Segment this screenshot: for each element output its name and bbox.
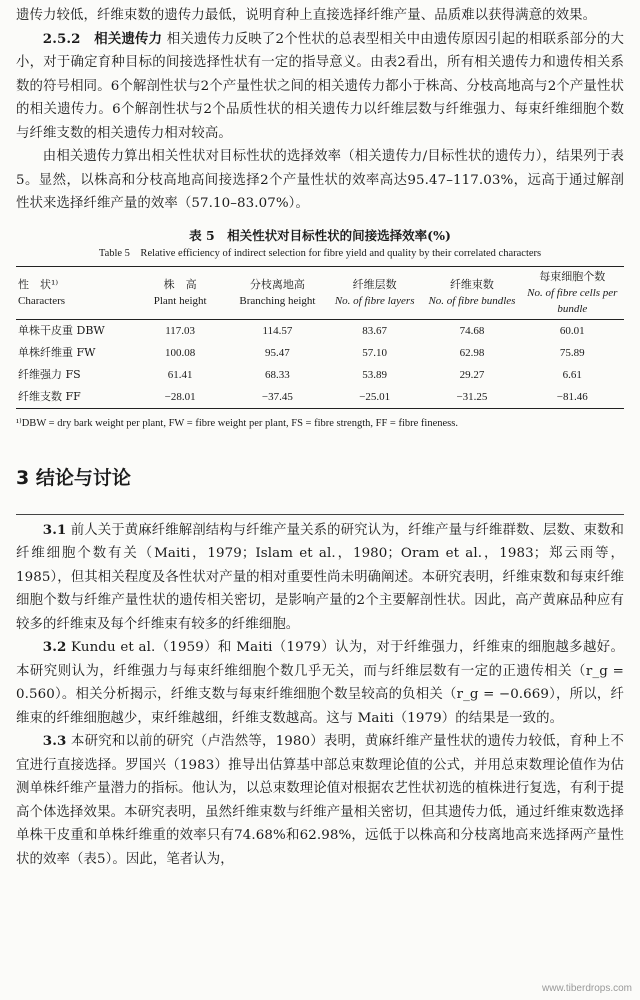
section-3-title: 3 结论与讨论	[16, 466, 131, 489]
paragraph-3-3	[16, 730, 624, 871]
section-2-5-2-heading: 2.5.2 相关遗传力	[42, 30, 163, 47]
paragraph-3-2	[16, 636, 624, 730]
table-cell: −28.01	[164, 390, 196, 403]
table-cell: −31.25	[456, 390, 488, 403]
section-2-5-2-paragraph-2: 由相关遗传力算出相关性状对目标性状的选择效率（相关遗传力/目标性状的遗传力），结果列于表5。显然，以株高和分枝高地高间接选择2个产量性状的效率高达95.47–117.03%，远高于通过解剖性状来选择纤维产量的效率（57.10–83.07%）。	[16, 149, 624, 211]
paragraph-3-2-text: Kundu et al.（1959）和 Maiti（1979）认为，对于纤维强力，纤维束的细胞越多越好。本研究则认为，纤维强力与每束纤维细胞个数几乎无关，而与纤维层数有一定的正遗传相关（r_g = 0.560）。相关分析揭示，纤维支数与每束纤维细胞个数呈较高的负相关（r_g = −0.669），所以，纤维束的纤维细胞越少，束纤维越细，纤维支数越高。这与 Maiti（1979）的结果是一致的。	[16, 640, 624, 726]
row-label: 单株干皮重 DBW	[18, 323, 105, 337]
table-cell: 74.68	[459, 324, 485, 337]
table-cell: 75.89	[559, 346, 585, 359]
table-cell: 61.41	[167, 368, 193, 381]
row-label: 单株纤维重 FW	[18, 345, 96, 359]
paragraph-3-2-number: 3.2	[42, 639, 67, 655]
table-row	[16, 319, 624, 342]
table-header-row	[16, 266, 624, 319]
top-paragraph: 遗传力较低，纤维束数的遗传力最低，说明育种上直接选择纤维产量、品质难以获得满意的效果。	[16, 8, 597, 23]
table-cell: 68.33	[265, 368, 290, 381]
table-header-fibre-bundles: 纤维束数 No. of fibre bundles	[428, 277, 516, 307]
table-row	[16, 386, 624, 409]
table-cell: −37.45	[261, 390, 293, 403]
table-cell: 53.89	[362, 368, 388, 381]
row-label: 纤维支数 FF	[18, 389, 81, 403]
table-5-caption-cn: 表 5 相关性状对目标性状的间接选择效率(%)	[189, 227, 451, 243]
table-cell: 100.08	[165, 346, 196, 359]
table-5	[16, 266, 624, 409]
table-5-footnote: ¹⁾DBW = dry bark weight per plant, FW = fibre weight per plant, FS = fibre strength, FF = fibre fineness.	[16, 417, 458, 429]
table-cell: −25.01	[359, 390, 391, 403]
table-cell: 57.10	[362, 346, 388, 359]
watermark: www.tiberdrops.com	[541, 983, 632, 994]
table-header-cells-per-bundle: 每束细胞个数 No. of fibre cells per bundle	[527, 269, 618, 315]
table-cell: 6.61	[562, 368, 582, 381]
table-header-characters: 性 状¹⁾ Characters	[18, 277, 66, 307]
table-cell: 60.01	[559, 324, 585, 337]
table-cell: 83.67	[362, 324, 388, 337]
table-cell: 95.47	[265, 346, 290, 359]
table-cell: 29.27	[459, 368, 485, 381]
section-2-5-2-text: 相关遗传力反映了2个性状的总表型相关中由遗传原因引起的相联系部分的大小，对于确定育种目标的间接选择性状有一定的指导意义。由表2看出，所有相关遗传力和遗传相关系数的符号相同。6个解剖性状与2个产量性状之间的相关遗传力都小于株高、分枝高地高与2个产量性状的相关遗传力。6个解剖性状与2个品质性状的相关遗传力以纤维层数与纤维强力、每束纤维细胞个数与纤维支数的相关遗传力相对较高。	[16, 31, 625, 141]
table-header-branching-height: 分枝离地高 Branching height	[239, 277, 316, 307]
paragraph-3-1	[16, 519, 624, 637]
row-label: 纤维强力 FS	[18, 367, 81, 381]
table-row	[16, 364, 624, 386]
table-5-caption-en: Table 5 Relative efficiency of indirect selection for fibre yield and quality by their correlated characters	[98, 247, 542, 259]
paragraph-3-3-text: 本研究和以前的研究（卢浩然等，1980）表明，黄麻纤维产量性状的遗传力较低，育种上不宜进行直接选择。罗国兴（1983）推导出估算基中部总束数理论值的公式，并用总束数理论值作为估测单株纤维产量潜力的指标。他认为，以总束数理论值对根据农艺性状初选的植株进行复选，有利于提高个体选择效果。本研究表明，虽然纤维束数与纤维产量相关密切，但其遗传力低，通过纤维束数选择单株干皮重和单株纤维重的效率只有74.68%和62.98%，远低于以株高和分枝离地高来选择两产量性状的效率（表5）。因此，笔者认为，	[16, 734, 624, 867]
section-divider	[16, 514, 624, 515]
paragraph-3-1-text: 前人关于黄麻纤维解剖结构与纤维产量关系的研究认为，纤维产量与纤维群数、层数、束数和纤维细胞个数有关（Maiti，1979；Islam et al.，1980；Oram et al.，1983；郑云雨等，1985），但其相关程度及各性状对产量的相对重要性尚未明确阐述。本研究表明，纤维束数和每束纤维细胞个数与纤维产量性状的遗传相关密切，是影响产量的2个主要解剖性状。因此，高产黄麻品种应有较多的纤维束及每个纤维束有较多的纤维细胞。	[16, 522, 624, 632]
section-2-5-2-paragraph	[16, 28, 624, 146]
table-cell: −81.46	[556, 390, 588, 403]
table-header-plant-height: 株 高 Plant height	[153, 277, 207, 307]
paragraph-3-3-number: 3.3	[42, 733, 67, 749]
paragraph-3-1-number: 3.1	[42, 521, 67, 538]
table-cell: 62.98	[459, 346, 485, 359]
table-row	[16, 342, 624, 364]
table-cell: 114.57	[262, 324, 293, 337]
table-cell: 117.03	[165, 324, 196, 337]
table-header-fibre-layers: 纤维层数 No. of fibre layers	[334, 277, 415, 307]
